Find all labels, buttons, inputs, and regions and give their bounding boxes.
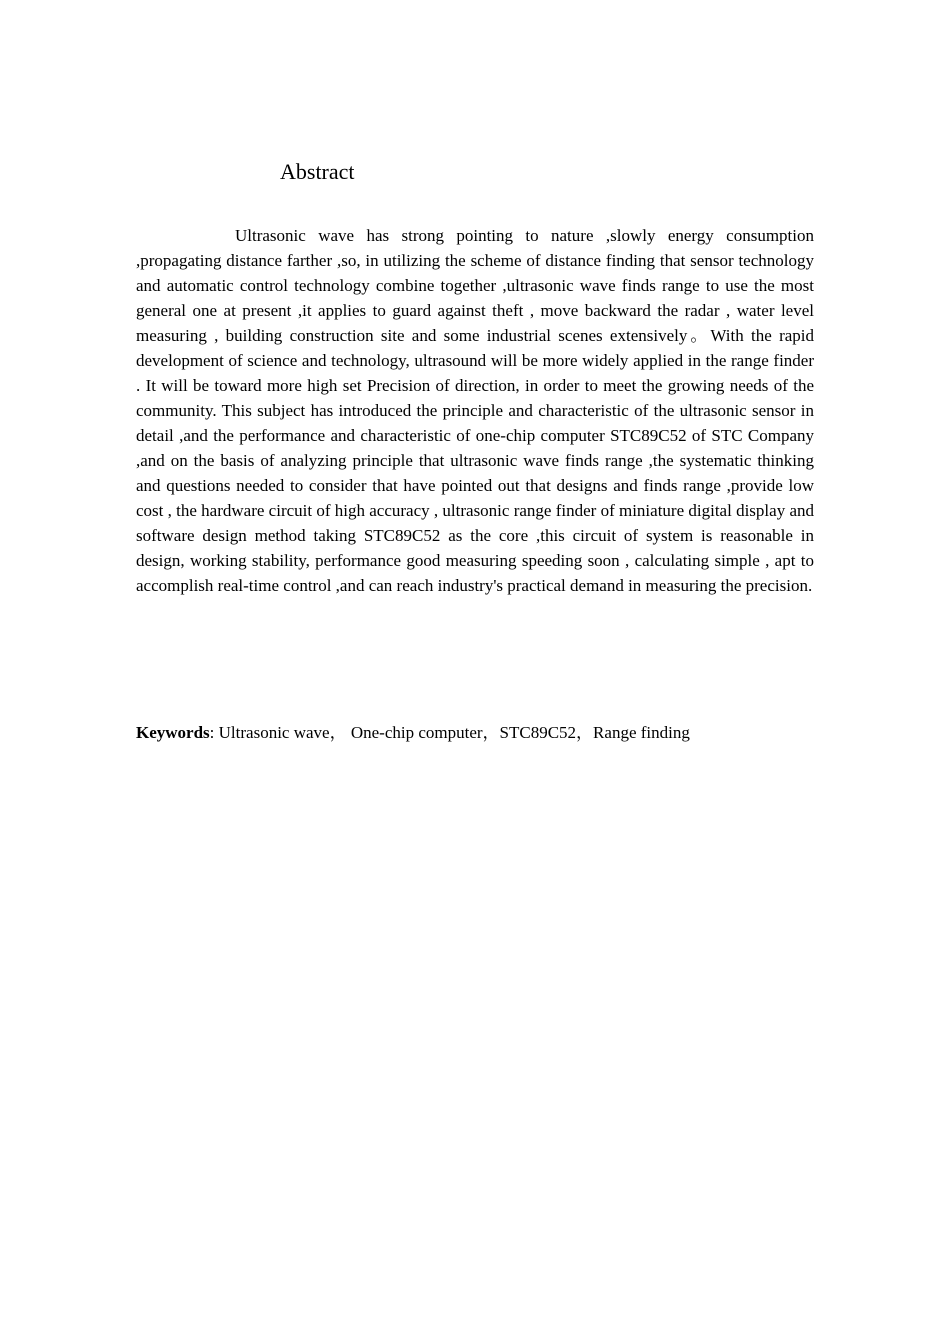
keywords-label: Keywords bbox=[136, 723, 210, 742]
keywords-line bbox=[136, 720, 814, 745]
keywords-value: Ultrasonic wave， One-chip computer，STC89C52，Range finding bbox=[218, 723, 690, 742]
keywords-separator: : bbox=[209, 723, 219, 742]
abstract-title: Abstract bbox=[280, 159, 355, 184]
abstract-body: Ultrasonic wave has strong pointing to nature ,slowly energy consumption ,propagating distance farther ,so, in utilizing the scheme of distance finding that sensor technology and automatic control technology combine together ,ultrasonic wave finds range to use the most general one at present ,it applies to guard against theft , move backward the radar , water level measuring , building construction site and some industrial scenes extensively。With the rapid development of science and technology, ultrasound will be more widely applied in the range finder . It will be toward more high set Precision of direction, in order to meet the growing needs of the community. This subject has introduced the principle and characteristic of the ultrasonic sensor in detail ,and the performance and characteristic of one-chip computer STC89C52 of STC Company ,and on the basis of analyzing principle that ultrasonic wave finds range ,the systematic thinking and questions needed to consider that have pointed out that designs and finds range ,provide low cost , the hardware circuit of high accuracy , ultrasonic range finder of miniature digital display and software design method taking STC89C52 as the core ,this circuit of system is reasonable in design, working stability, performance good measuring speeding soon , calculating simple , apt to accomplish real-time control ,and can reach industry's practical demand in measuring the precision. bbox=[136, 226, 814, 595]
